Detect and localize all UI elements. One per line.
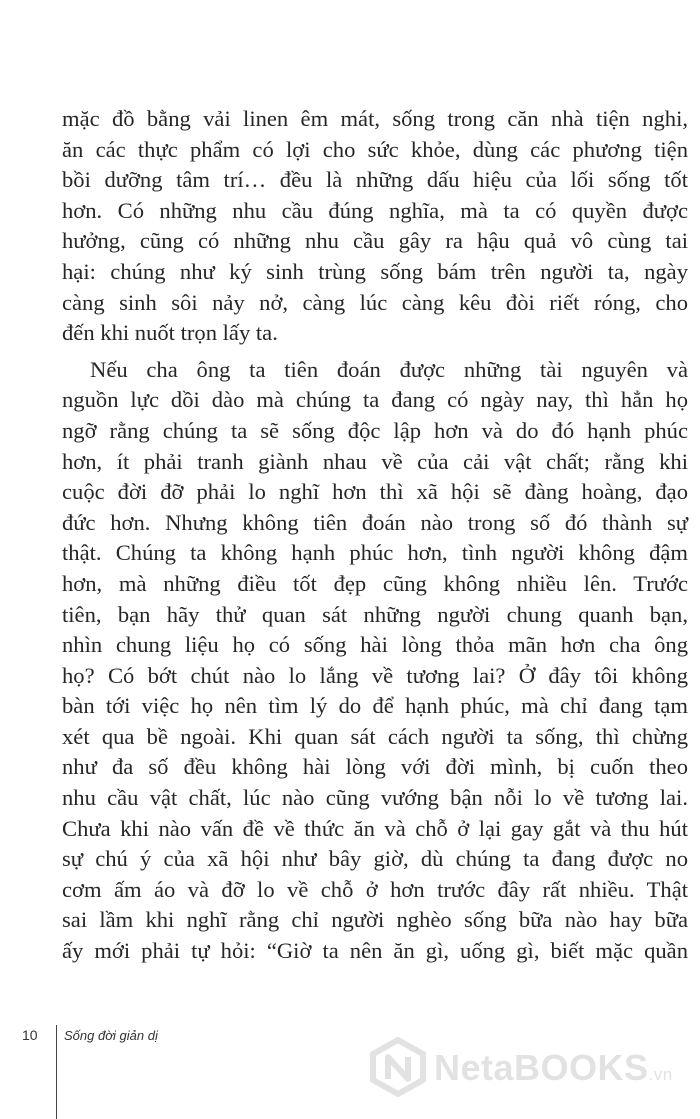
page-body-text <box>62 104 688 967</box>
text-line-paragraph-start: Nếu cha ông ta tiên đoán được những tài nguyên và <box>90 356 688 382</box>
text-line: hại: chúng như ký sinh trùng sống bám trên người ta, ngày <box>62 258 688 284</box>
text-line: hơn, mà những điều tốt đẹp cũng không nhiều lên. Trước <box>62 570 688 596</box>
text-line: mặc đồ bằng vải linen êm mát, sống trong căn nhà tiện nghi, <box>62 106 688 131</box>
text-line: hơn. Có những nhu cầu đúng nghĩa, mà ta có quyền được <box>62 197 688 223</box>
footer-divider <box>56 1025 57 1119</box>
text-line: Chưa khi nào vấn đề về thức ăn và chỗ ở lại gay gắt và thu hút <box>62 815 688 841</box>
running-title: Sống đời giản dị <box>64 1028 158 1043</box>
text-line: thật. Chúng ta không hạnh phúc hơn, tình người không đậm <box>62 540 688 566</box>
watermark-suffix: .vn <box>648 1065 673 1084</box>
text-line: đức hơn. Nhưng không tiên đoán nào trong số đó thành sự <box>62 509 688 535</box>
text-line: ăn các thực phẩm có lợi cho sức khỏe, dùng các phương tiện <box>62 136 688 162</box>
text-line: càng sinh sôi nảy nở, càng lúc càng kêu đòi riết róng, cho <box>62 289 688 315</box>
netabooks-logo-icon <box>368 1037 428 1097</box>
text-line: bồi dưỡng tâm trí… đều là những dấu hiệu của lối sống tốt <box>62 167 688 193</box>
watermark <box>368 1033 698 1103</box>
text-line: họ? Có bớt chút nào lo lắng về tương lai? Ở đây tôi không <box>62 662 688 688</box>
text-line: ngỡ rằng chúng ta sẽ sống độc lập hơn và do đó hạnh phúc <box>62 417 688 443</box>
page-number: 10 <box>22 1027 38 1043</box>
text-line: đến khi nuốt trọn lấy ta. <box>62 320 278 346</box>
text-line: nguồn lực dồi dào mà chúng ta đang có ngày nay, thì hẳn họ <box>62 387 688 413</box>
text-line: hưởng, cũng có những nhu cầu gây ra hậu quả vô cùng tai <box>62 228 688 254</box>
text-line: ấy mới phải tự hỏi: “Giờ ta nên ăn gì, uống gì, biết mặc quần <box>62 938 688 964</box>
text-line: sự chú ý của xã hội như bây giờ, dù chúng ta đang được no <box>62 846 688 872</box>
text-line: nhìn chung liệu họ có sống hài lòng thỏa mãn hơn cha ông <box>62 632 688 658</box>
page-footer <box>0 1011 700 1119</box>
text-line: như đa số đều không hài lòng với đời mình, bị cuốn theo <box>62 754 688 780</box>
watermark-brand: NetaBOOKS.vn <box>434 1047 673 1088</box>
text-line: xét qua bề ngoài. Khi quan sát cách người ta sống, thì chừng <box>62 723 688 749</box>
text-line: bàn tới việc họ nên tìm lý do để hạnh phúc, mà chỉ đang tạm <box>62 693 688 719</box>
text-line: cơm ấm áo và đỡ lo về chỗ ở hơn trước đây rất nhiều. Thật <box>62 876 688 902</box>
text-line: cuộc đời đỡ phải lo nghĩ hơn thì xã hội sẽ đàng hoàng, đạo <box>62 479 688 505</box>
text-line: tiên, bạn hãy thử quan sát những người chung quanh bạn, <box>62 601 688 627</box>
text-line: hơn, ít phải tranh giành nhau về của cải vật chất; rằng khi <box>62 448 688 474</box>
text-line: nhu cầu vật chất, lúc nào cũng vướng bận nỗi lo về tương lai. <box>62 785 688 811</box>
text-line: sai lầm khi nghĩ rằng chỉ người nghèo sống bữa nào hay bữa <box>62 907 688 933</box>
